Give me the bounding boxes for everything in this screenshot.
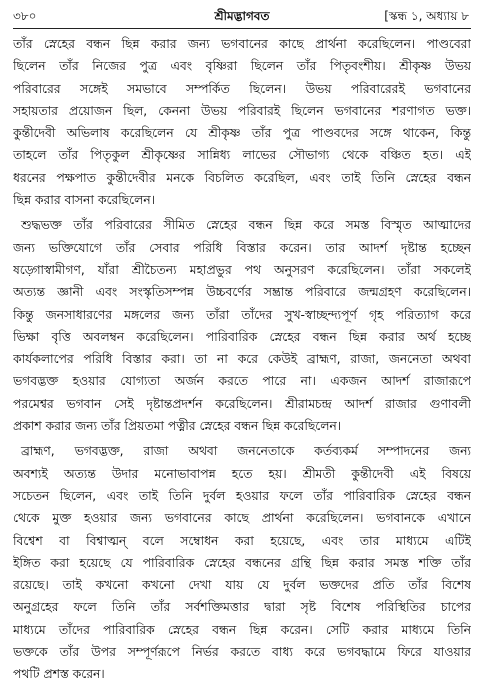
- text-line: ভক্তকে তাঁর উপর সম্পূর্ণরূপে নির্ভর করতে বাধ্য করে ভগবদ্ধামে ফিরে যাওয়ার: [13, 645, 471, 660]
- running-header: [13, 6, 471, 28]
- text-line: ছিন্ন করার বাসনা করেছিলেন।: [13, 193, 155, 208]
- text-line: পরিবারের সঙ্গেই সমভাবে সম্পর্কিত ছিলেন। উভয় পরিবারেরই ভগবানের: [13, 81, 471, 96]
- body-text: [13, 33, 471, 686]
- text-line: কুন্তীদেবী অভিলাষ করেছিলেন যে শ্রীকৃষ্ণ তাঁর পুত্র পাণ্ডবদের সঙ্গে থাকেন, কিন্তু: [13, 126, 471, 141]
- text-line: অবশ্যই অত্যন্ত উদার মনোভাবাপন্ন হতে হয়। শ্রীমতী কুন্তীদেবী এই বিষয়ে: [13, 466, 471, 481]
- text-line: ভগবদ্ভক্ত হওয়ার যোগ্যতা অর্জন করতে পারে না। একজন আদর্শ রাজারূপে: [13, 374, 471, 389]
- text-line: রয়েছে। তাই কখনো কখনো দেখা যায় যে দুর্বল ভক্তদের প্রতি তাঁর বিশেষ: [13, 578, 471, 593]
- text-line: ষড়্গোস্বামীগণ, যাঁরা শ্রীচৈতন্য মহাপ্রভুর পথ অনুসরণ করেছিলেন। তাঁরা সকলেই: [13, 262, 471, 277]
- text-line: জন্য ভক্তিযোগে তাঁর সেবার পরিধি বিস্তার করেন। তার আদর্শ দৃষ্টান্ত হচ্ছেন: [13, 240, 471, 255]
- paragraph: [13, 214, 471, 437]
- text-line: ভিক্ষা বৃত্তি অবলম্বন করেছিলেন। পারিবারিক স্নেহের বন্ধন ছিন্ন করার অর্থ হচ্ছে: [13, 329, 471, 344]
- text-line: কিন্তু জনসাধারণের মঙ্গলের জন্য তাঁরা তাঁদের সুখ-স্বাচ্ছন্দ্যপূর্ণ গৃহ পরিত্যাগ করে: [13, 307, 471, 322]
- text-line: তাঁর স্নেহের বন্ধন ছিন্ন করার জন্য ভগবানের কাছে প্রার্থনা করেছিলেন। পাণ্ডবেরা: [13, 37, 471, 51]
- header-rule: [13, 28, 471, 29]
- text-line: তাহলে তাঁর পিতৃকুল শ্রীকৃষ্ণের সান্নিধ্য লাভের সৌভাগ্য থেকে বঞ্চিত হত। এই: [13, 148, 471, 163]
- text-line: প্রকাশ করার জন্য তাঁর প্রিয়তমা পত্নীর স্নেহের বন্ধন ছিন্ন করেছিলেন।: [13, 419, 342, 434]
- text-line: সহায়তার প্রয়োজন ছিল, কেননা উভয় পরিবারই ছিলেন ভগবানের শরণাগত ভক্ত।: [13, 103, 471, 118]
- text-line: সচেতন ছিলেন, এবং তাই তিনি দুর্বল হওয়ার ফলে তাঁর পারিবারিক স্নেহের বন্ধন: [13, 488, 471, 503]
- paragraph: [13, 33, 471, 211]
- text-line: বিশ্বেশ বা বিশ্বাত্মন্ বলে সম্বোধন করা হয়েছে, এবং তার মাধ্যমে এটিই: [13, 533, 471, 548]
- text-line: ছিলেন তাঁর নিজের পুত্র এবং বৃষ্ণিরা ছিলেন তাঁর পিতৃবংশীয়। শ্রীকৃষ্ণ উভয়: [13, 59, 471, 74]
- text-line: থেকে মুক্ত হওয়ার জন্য ভগবানের কাছে প্রার্থনা করেছিলেন। ভগবানকে এখানে: [13, 511, 471, 526]
- text-line: পথটি প্রশস্ত করেন।: [13, 667, 105, 682]
- text-line: অত্যন্ত জ্ঞানী এবং সংস্কৃতিসম্পন্ন উচ্চবর্ণের সম্ভ্রান্ত পরিবারে জন্মগ্রহণ করেছিলেন।: [13, 285, 471, 300]
- paragraph: [13, 440, 471, 685]
- text-line: অনুগ্রহের ফলে তিনি তাঁর সর্বশক্তিমত্তার দ্বারা সৃষ্ট বিশেষ পরিস্থিতির চাপের: [13, 600, 471, 615]
- page-number: ৩৮০: [13, 9, 37, 23]
- book-title: শ্রীমদ্ভাগবত: [214, 9, 270, 23]
- text-line: মাধ্যমে তাঁদের পারিবারিক স্নেহের বন্ধন ছিন্ন করেন। সেটি করার মাধ্যমে তিনি: [13, 622, 471, 637]
- chapter-reference: [স্কন্ধ ১, অধ্যায় ৮: [384, 9, 469, 23]
- text-line: কার্যকলাপের পরিধি বিস্তার করা। তা না করে কেউই ব্রাহ্মণ, রাজা, জননেতা অথবা: [13, 352, 471, 367]
- text-line: ব্রাহ্মণ, ভগবদ্ভক্ত, রাজা অথবা জননেতাকে কর্তব্যকর্ম সম্পাদনের জন্য: [21, 444, 471, 459]
- text-line: পরমেশ্বর ভগবান সেই দৃষ্টান্তপ্রদর্শন করেছিলেন। শ্রীরামচন্দ্র আদর্শ রাজার গুণাবলী: [13, 396, 471, 411]
- text-line: ইঙ্গিত করা হয়েছে যে পারিবারিক স্নেহের বন্ধনের গ্রন্থি ছিন্ন করার সমস্ত শক্তি তাঁর: [13, 555, 471, 570]
- text-line: ধরনের পক্ষপাত কুন্তীদেবীর মনকে বিচলিত করেছিল, এবং তাই তিনি স্নেহের বন্ধন: [13, 170, 471, 185]
- text-line: শুদ্ধভক্ত তাঁর পরিবারের সীমিত স্নেহের বন্ধন ছিন্ন করে সমস্ত বিস্মৃত আত্মাদের: [21, 218, 471, 233]
